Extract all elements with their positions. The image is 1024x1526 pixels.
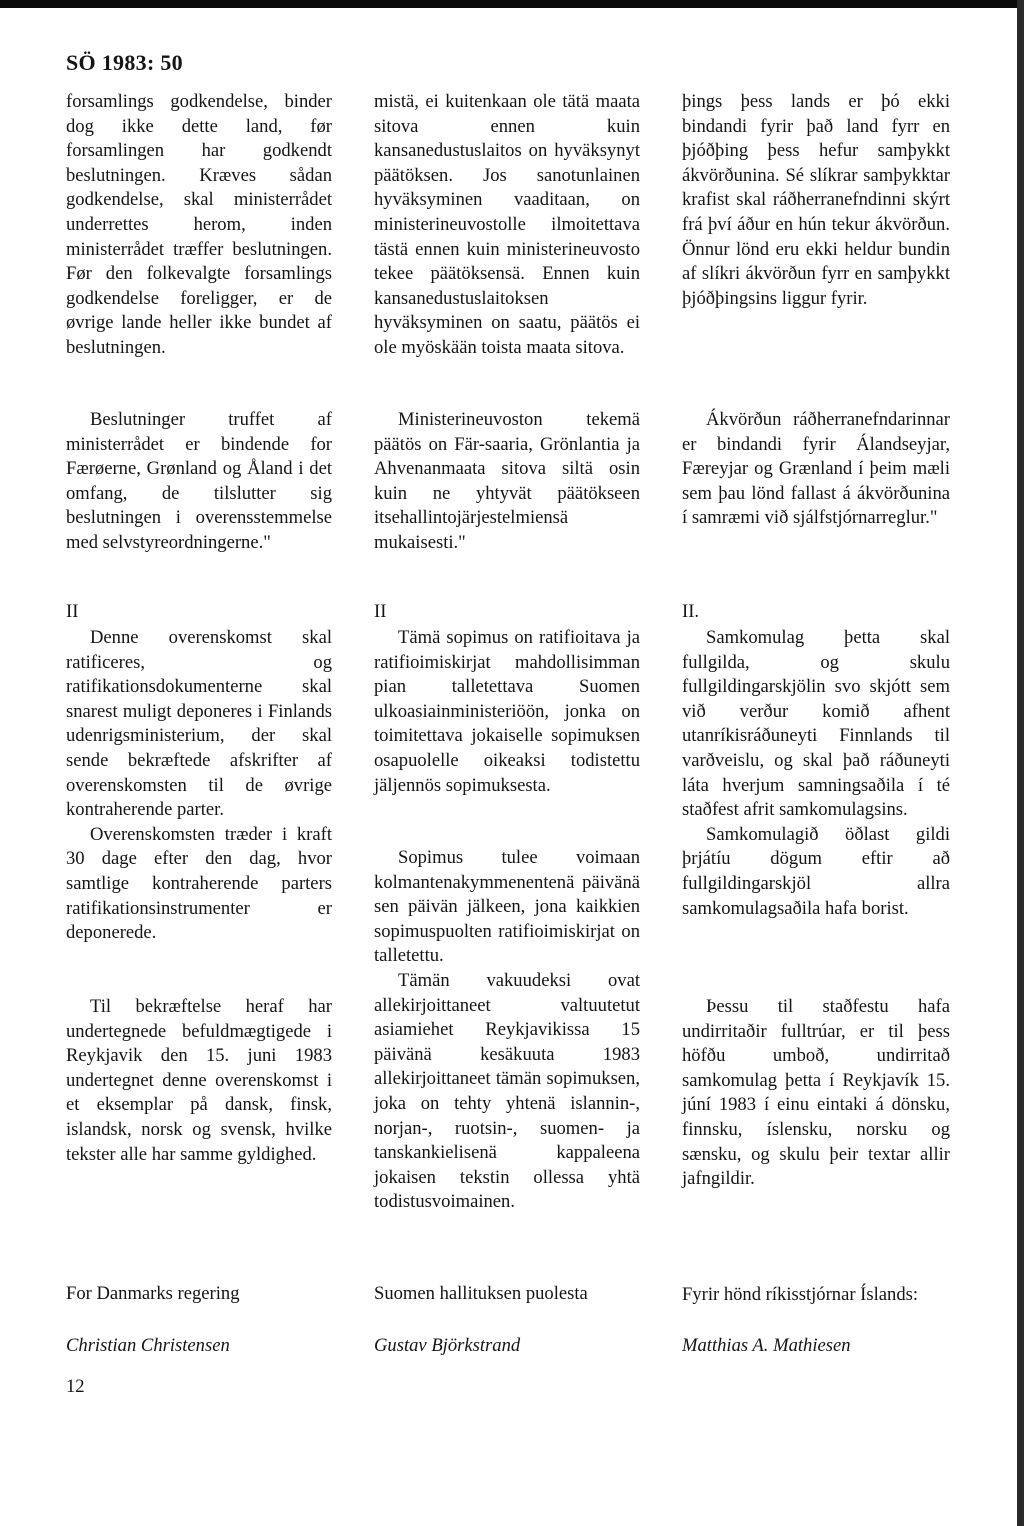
finnish-section-heading: II [374,601,387,622]
danish-para2-text: Beslutninger truffet af ministerrådet er bindende for Færøerne, Grønland og Åland i det omfang, de tilslutter sig beslutningen i overensstemmelse med selvstyreordningerne." [66,409,332,553]
danish-section-heading: II [66,601,79,622]
icelandic-para3-text: Samkomulag þetta skal fullgilda, og skulu fullgildingarskjölin svo skjótt sem við verður komið afhent utanríkisráðuneyti Finnlands til varðveislu, og skal það ráðuneyti láta hverjum samningsaðila í té staðfest afrit samkomulagsins. [682,627,950,821]
danish-signature-name: Christian Christensen [66,1335,230,1356]
finnish-para2-text: Ministerineuvoston tekemä päätös on Fär-saaria, Grönlantia ja Ahvenanmaata sitova siltä osin kuin ne yhtyvät päätökseen itsehallintojärjestelmiensä mukaisesti." [374,409,640,553]
danish-paragraph-3 [66,626,332,946]
finnish-intro-text: mistä, ei kuitenkaan ole tätä maata sitova ennen kuin kansanedustuslaitos on hyväksynyt päätöksen. Jos sanotunlainen hyväksyminen vaaditaan, on ministerineuvostolle ilmoitettava tästä ennen kuin ministerineuvosto tekee päätöksensä. Ennen kuin kansanedustuslaitoksen hyväksyminen on saatu, päätös ei ole myöskään toista maata sitova. [374,91,640,358]
page-number: 12 [66,1376,85,1397]
icelandic-para5-text: Þessu til staðfestu hafa undirritaðir fulltrúar, er til þess höfðu umboð, undirritað samkomulag þetta í Reykjavík 15. júní 1983 í einu eintaki á dönsku, finnsku, íslensku, norsku og sænsku, og skulu þeir textar allir jafngildir. [682,996,950,1190]
finnish-para5-text: Tämän vakuudeksi ovat allekirjoittaneet valtuutetut asiamiehet Reykjavikissa 15 päivänä kesäkuuta 1983 allekirjoittaneet tämän sopimuksen, joka on tehty yhtenä islannin-, norjan-, ruotsin-, suomen- ja tanskankielisenä kappaleena jokaisen tekstin ollessa yhtä todistusvoimainen. [374,969,640,1213]
danish-intro-text: forsamlings godkendelse, binder dog ikke dette land, før forsamlingen har godkendt beslutningen. Kræves sådan godkendelse, skal ministerrådet underrettes herom, inden ministerrådet træffer beslutningen. Før den folkevalgte forsamlings godkendelse foreligger, er de øvrige lande heller ikke bundet af beslutningen. [66,91,332,358]
icelandic-para4-text: Samkomulagið öðlast gildi þrjátíu dögum eftir að fullgildingarskjöl allra samkomulagsaðila hafa borist. [682,823,950,919]
finnish-signature-name: Gustav Björkstrand [374,1335,521,1356]
icelandic-intro-text: þings þess lands er þó ekki bindandi fyrir það land fyrr en þjóðþing þess hefur samþykkt ákvörðunina. Sé slíkrar samþykktar krafist skal ráðherranefndinni skýrt frá því áður en hún tekur ákvörðun. Önnur lönd eru ekki heldur bundin af slíkri ákvörðun fyrr en samþykkt þjóðþingsins liggur fyrir. [682,91,950,309]
danish-paragraph-2 [66,408,332,556]
danish-intro [66,90,332,361]
danish-paragraph-5 [66,995,332,1167]
danish-para4-text: Overenskomsten træder i kraft 30 dage efter den dag, hvor samtlige kontraherende parters ratifikationsinstrumenter er deponerede. [66,823,332,944]
icelandic-signature-label: Fyrir hönd ríkisstjórnar Íslands: [682,1284,919,1305]
icelandic-paragraph-3 [682,626,950,921]
danish-para3-text: Denne overenskomst skal ratificeres, og ratifikationsdokumenterne skal snarest muligt deponeres i Finlands udenrigsministerium, der skal sende bekræftede afskrifter af overenskomsten til de øvrige kontraherende parter. [66,627,332,821]
icelandic-paragraph-2 [682,408,950,531]
icelandic-intro [682,90,950,311]
icelandic-para2-text: Ákvörðun ráðherranefndarinnar er bindandi fyrir Álandseyjar, Færeyjar og Grænland í þeim mæli sem þau lönd fallast á ákvörðunina í samræmi við sjálfstjórnarreglur." [682,409,950,529]
scan-right-edge [1017,0,1024,1526]
scan-top-edge [0,0,1024,8]
icelandic-section-heading: II. [682,601,700,622]
icelandic-paragraph-5 [682,995,950,1192]
finnish-paragraph-4 [374,846,640,1215]
danish-para5-text: Til bekræftelse heraf har undertegnede befuldmægtigede i Reykjavik den 15. juni 1983 undertegnet denne overenskomst i et eksemplar på dansk, finsk, islandsk, norsk og svensk, hvilke tekster alle har samme gyldighed. [66,996,332,1165]
danish-signature-label: For Danmarks regering [66,1283,240,1304]
finnish-paragraph-3 [374,626,640,798]
icelandic-signature-name: Matthias A. Mathiesen [682,1335,851,1356]
finnish-para4-text: Sopimus tulee voimaan kolmantenakymmenentenä päivänä sen päivän jälkeen, jona kaikkien sopimuspuolten ratifioimiskirjat on talletettu. [374,847,640,967]
finnish-signature-label: Suomen hallituksen puolesta [374,1283,588,1304]
document-reference: SÖ 1983: 50 [66,50,183,75]
finnish-intro [374,90,640,361]
finnish-para3-text: Tämä sopimus on ratifioitava ja ratifioimiskirjat mahdollisimman pian talletettava Suomen ulkoasiainministeriöön, jonka on toimitettava jokaiselle sopimuksen osapuolelle oikeaksi todistettu jäljennös sopimuksesta. [374,627,640,796]
finnish-paragraph-2 [374,408,640,556]
